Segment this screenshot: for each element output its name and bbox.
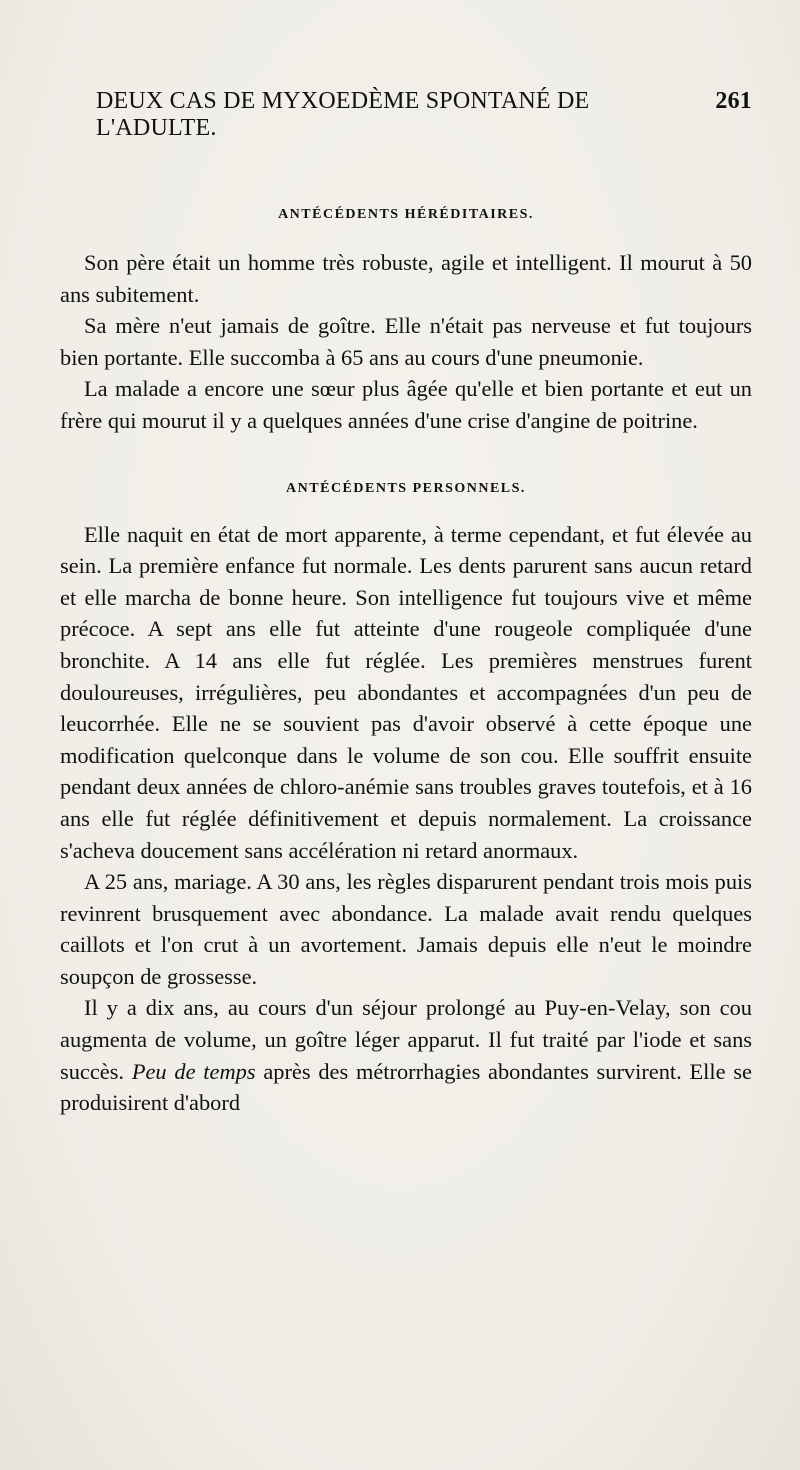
paragraph: Son père était un homme très robuste, agile et intelligent. Il mourut à 50 ans subitement.	[60, 250, 752, 307]
paragraph	[60, 992, 752, 1118]
paragraph: Elle naquit en état de mort apparente, à terme cependant, et fut élevée au sein. La première enfance fut normale. Les dents parurent sans aucun retard et elle marcha de bonne heure. Son intelligence fut toujours vive et même précoce. A sept ans elle fut atteinte d'une rougeole compliquée d'une bronchite. A 14 ans elle fut réglée. Les premières menstrues furent douloureuses, irrégulières, peu abondantes et accompagnées d'un peu de leucorrhée. Elle ne se souvient pas d'avoir observé à cette époque une modification quelconque dans le volume de son cou. Elle souffrit ensuite pendant deux années de chloro-anémie sans troubles graves toutefois, et à 16 ans elle fut réglée définitivement et depuis normalement. La croissance s'acheva doucement sans accélération ni retard anormaux.	[60, 521, 752, 863]
running-title: DEUX CAS DE MYXOEDÈME SPONTANÉ DE L'ADULTE.	[96, 88, 590, 141]
paragraph: La malade a encore une sœur plus âgée qu'elle et bien portante et eut un frère qui mourut il y a quelques années d'une crise d'angine de poitrine.	[60, 376, 752, 433]
page-content	[60, 88, 752, 1119]
section-heading-personal: ANTÉCÉDENTS PERSONNELS.	[286, 480, 526, 496]
italic-phrase: Peu de temps	[131, 1058, 256, 1084]
paragraph: A 25 ans, mariage. A 30 ans, les règles disparurent pendant trois mois puis revinrent brusquement avec abondance. La malade avait rendu quelques caillots et l'on crut à un avortement. Jamais depuis elle n'eut le moindre soupçon de grossesse.	[60, 869, 752, 989]
page-number: 261	[715, 88, 752, 114]
paragraph-text: Il y a dix ans, au cours d'un séjour prolongé au Puy-en-Velay, son cou augmenta de volume, un goître léger apparut. Il fut traité par l'iode et sans succès.	[60, 995, 752, 1084]
section-heading-hereditary: ANTÉCÉDENTS HÉRÉDITAIRES.	[278, 207, 534, 222]
running-head	[96, 88, 752, 142]
paragraph-text: après des métrorrhagies abondantes survirent. Elle se produisirent d'abord	[60, 1058, 752, 1116]
paragraph: Sa mère n'eut jamais de goître. Elle n'était pas nerveuse et fut toujours bien portante. Elle succomba à 65 ans au cours d'une pneumonie.	[60, 313, 752, 370]
